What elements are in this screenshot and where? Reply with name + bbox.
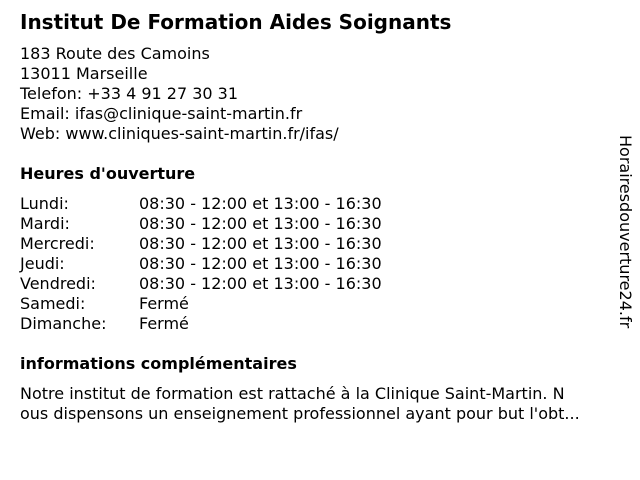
watermark	[612, 135, 638, 345]
info-line: ous dispensons un enseignement professionnel ayant pour but l'obt...	[20, 404, 580, 423]
info-line: Notre institut de formation est rattaché à la Clinique Saint-Martin. N	[20, 384, 565, 403]
day-label: Mercredi:	[20, 234, 95, 253]
day-hours: Fermé	[139, 314, 189, 333]
day-hours: 08:30 - 12:00 et 13:00 - 16:30	[139, 214, 382, 233]
address-email: Email: ifas@clinique-saint-martin.fr	[20, 104, 303, 123]
info-description	[20, 384, 632, 424]
address-web: Web: www.cliniques-saint-martin.fr/ifas/	[20, 124, 339, 143]
hours-heading: Heures d'ouverture	[20, 164, 196, 183]
day-label: Lundi:	[20, 194, 69, 213]
day-label: Mardi:	[20, 214, 70, 233]
info-heading: informations complémentaires	[20, 354, 297, 373]
page-title: Institut De Formation Aides Soignants	[20, 10, 452, 34]
address-block	[20, 44, 339, 144]
day-label: Dimanche:	[20, 314, 107, 333]
day-label: Samedi:	[20, 294, 86, 313]
day-label: Vendredi:	[20, 274, 96, 293]
day-label: Jeudi:	[20, 254, 65, 273]
day-hours: 08:30 - 12:00 et 13:00 - 16:30	[139, 234, 382, 253]
day-hours: 08:30 - 12:00 et 13:00 - 16:30	[139, 254, 382, 273]
address-street: 183 Route des Camoins	[20, 44, 210, 63]
day-hours: 08:30 - 12:00 et 13:00 - 16:30	[139, 194, 382, 213]
address-city: 13011 Marseille	[20, 64, 148, 83]
day-hours: 08:30 - 12:00 et 13:00 - 16:30	[139, 274, 382, 293]
day-hours: Fermé	[139, 294, 189, 313]
address-phone: Telefon: +33 4 91 27 30 31	[20, 84, 239, 103]
watermark-text: Horairesdouverture24.fr	[616, 135, 635, 329]
